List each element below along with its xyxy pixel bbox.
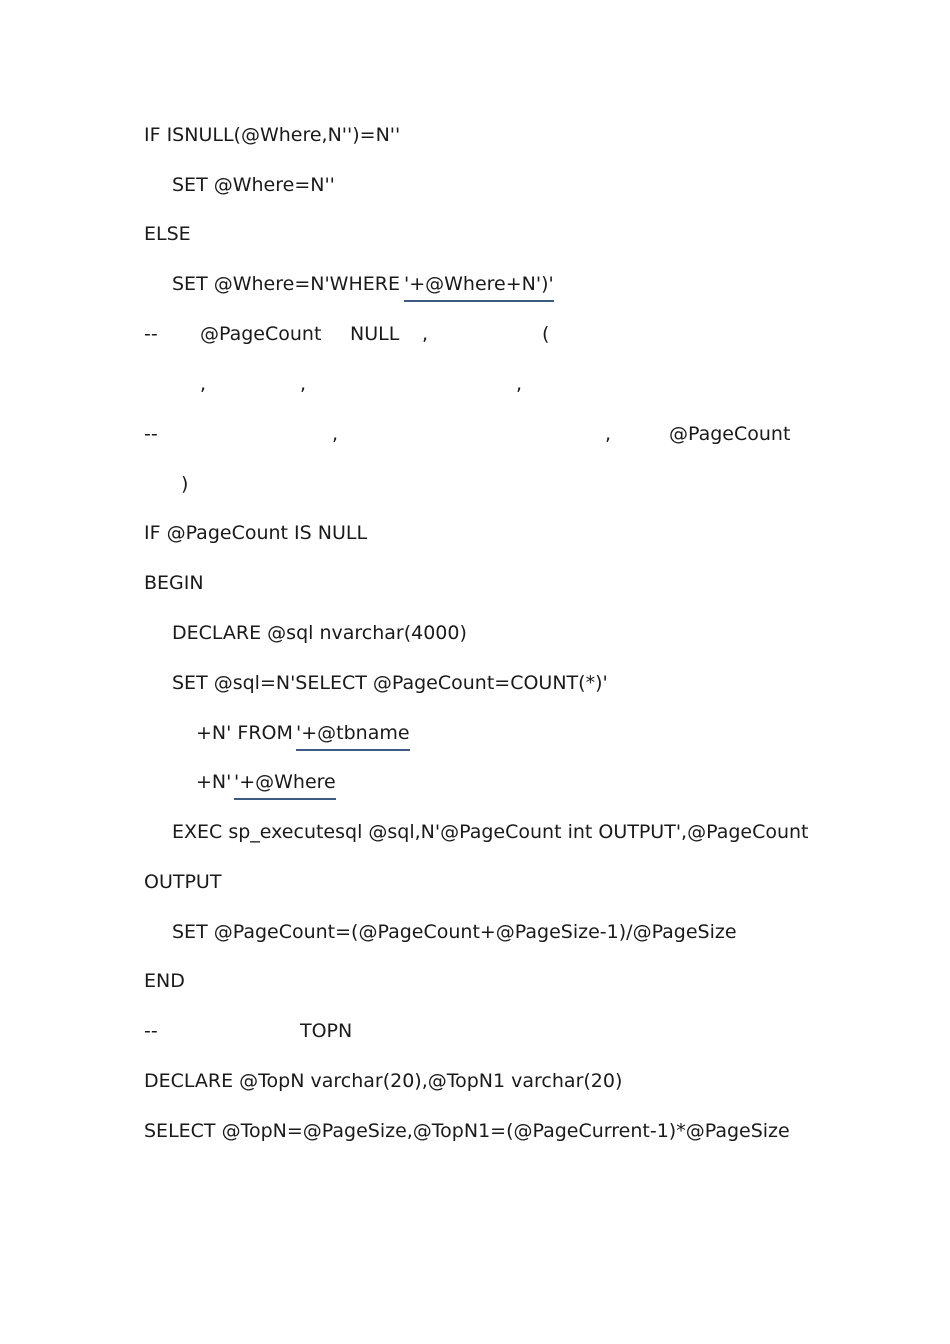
comment-line — [0, 369, 950, 399]
code-text: BEGIN — [144, 572, 204, 594]
comment-line — [0, 419, 950, 449]
code-text: SET @Where=N'WHERE — [172, 273, 406, 295]
code-text: IF @PageCount IS NULL — [144, 522, 368, 544]
code-text: @PageCount — [669, 423, 791, 445]
code-text: +N' — [196, 771, 238, 793]
underlined-code-text: '+@Where+N')' — [404, 269, 554, 302]
punctuation: , — [300, 373, 307, 395]
code-line — [0, 917, 950, 947]
comment-marker: -- — [144, 1020, 158, 1042]
code-line — [0, 1116, 950, 1146]
code-line — [0, 518, 950, 548]
code-line — [0, 718, 950, 748]
code-text: NULL — [350, 323, 400, 345]
code-line — [0, 1066, 950, 1096]
comment-line — [0, 469, 950, 499]
code-text: SET @Where=N'' — [172, 174, 335, 196]
code-text: +N' FROM — [196, 722, 299, 744]
code-line — [0, 867, 950, 897]
code-text: SELECT @TopN=@PageSize,@TopN1=(@PageCurrent-1)*@PageSize — [144, 1120, 790, 1142]
underlined-code-text: '+@Where — [234, 767, 336, 800]
punctuation: , — [516, 373, 523, 395]
code-line — [0, 966, 950, 996]
code-text: DECLARE @TopN varchar(20),@TopN1 varchar(20) — [144, 1070, 623, 1092]
punctuation: , — [200, 373, 207, 395]
comment-line — [0, 319, 950, 349]
code-text: EXEC sp_executesql @sql,N'@PageCount int OUTPUT',@PageCount — [172, 821, 809, 843]
code-text: TOPN — [300, 1020, 353, 1042]
code-line — [0, 767, 950, 797]
code-line — [0, 668, 950, 698]
punctuation: ( — [542, 323, 550, 345]
code-line — [0, 120, 950, 150]
code-line — [0, 269, 950, 299]
code-text: ELSE — [144, 223, 191, 245]
punctuation: , — [605, 423, 612, 445]
code-text: IF ISNULL(@Where,N'')=N'' — [144, 124, 401, 146]
code-line — [0, 618, 950, 648]
code-line — [0, 568, 950, 598]
comment-marker: -- — [144, 423, 158, 445]
code-text: END — [144, 970, 185, 992]
punctuation: ) — [181, 473, 189, 495]
code-text: OUTPUT — [144, 871, 222, 893]
code-line — [0, 219, 950, 249]
code-text: SET @PageCount=(@PageCount+@PageSize-1)/@PageSize — [172, 921, 737, 943]
punctuation: , — [332, 423, 339, 445]
code-text: DECLARE @sql nvarchar(4000) — [172, 622, 467, 644]
code-line — [0, 817, 950, 847]
comment-marker: -- — [144, 323, 158, 345]
code-text: SET @sql=N'SELECT @PageCount=COUNT(*)' — [172, 672, 608, 694]
comment-line — [0, 1016, 950, 1046]
code-text: @PageCount — [200, 323, 322, 345]
underlined-code-text: '+@tbname — [296, 718, 410, 751]
punctuation: , — [422, 323, 429, 345]
code-line — [0, 170, 950, 200]
